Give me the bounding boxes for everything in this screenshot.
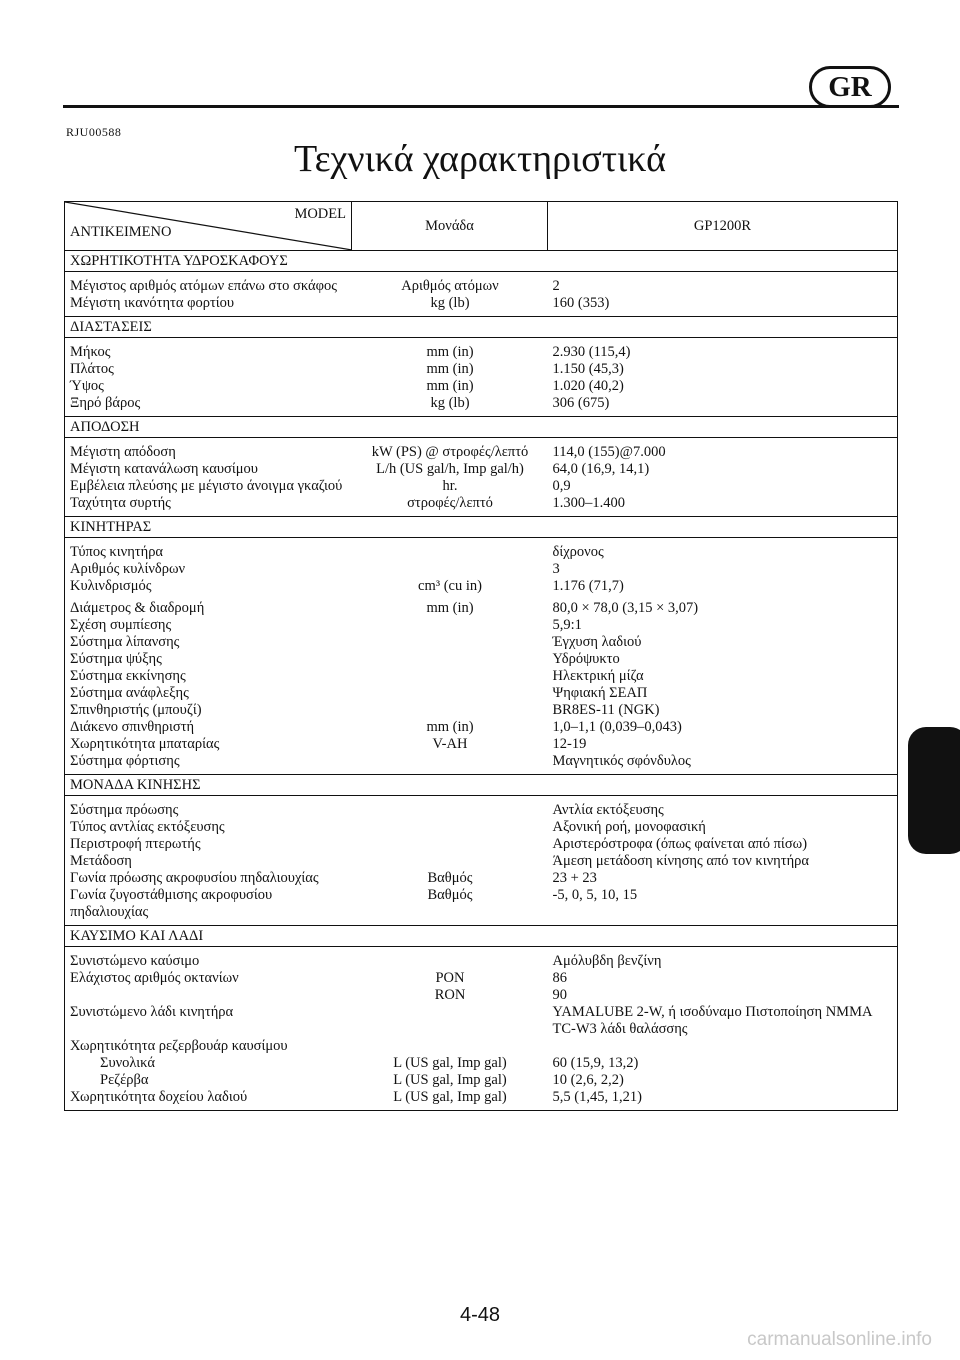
- row-item: Πλάτος: [65, 361, 352, 378]
- row-item: Αριθμός κυλίνδρων: [65, 561, 352, 578]
- table-row: [65, 796, 898, 820]
- row-unit: στροφές/λεπτό: [352, 495, 548, 517]
- row-value: Αμόλυβδη βενζίνη: [548, 947, 898, 971]
- row-value: 1.150 (45,3): [548, 361, 898, 378]
- row-unit: cm³ (cu in): [418, 578, 482, 594]
- row-value: 86 90: [548, 970, 898, 1004]
- section-header-row: [65, 317, 898, 338]
- row-value: 2: [548, 272, 898, 296]
- row-value: 1.300–1.400: [548, 495, 898, 517]
- section-title: ΔΙΑΣΤΑΣΕΙΣ: [65, 317, 898, 338]
- table-row: [65, 461, 898, 478]
- table-row: [65, 736, 898, 753]
- watermark: carmanualsonline.info: [747, 1329, 932, 1350]
- row-item: Σπινθηριστής (μπουζί): [65, 702, 352, 719]
- row-item: Σύστημα φόρτισης: [65, 753, 352, 775]
- table-row: [65, 887, 898, 926]
- row-item: Συνολικά: [65, 1055, 352, 1072]
- section-header-row: [65, 417, 898, 438]
- section-title: ΑΠΟΔΟΣΗ: [65, 417, 898, 438]
- table-row: [65, 836, 898, 853]
- row-unit: Βαθμός: [352, 887, 548, 926]
- row-value: 60 (15,9, 13,2): [548, 1055, 898, 1072]
- row-value: δίχρονος: [548, 538, 898, 562]
- table-row: [65, 719, 898, 736]
- table-row: [65, 378, 898, 395]
- page-title: Τεχνικά χαρακτηριστικά: [293, 138, 667, 180]
- table-row: [65, 600, 898, 617]
- row-unit: L (US gal, Imp gal): [352, 1089, 548, 1111]
- row-unit: Βαθμός: [427, 870, 473, 886]
- row-item: Σύστημα λίπανσης: [65, 634, 352, 651]
- row-unit: [352, 561, 548, 578]
- spec-table: [64, 201, 898, 1111]
- row-unit: L (US gal, Imp gal): [393, 1072, 507, 1088]
- row-value: -5, 0, 5, 10, 15: [548, 887, 898, 926]
- header-unit: Μονάδα: [352, 202, 548, 251]
- row-item: Σύστημα ανάφλεξης: [65, 685, 352, 702]
- row-item: Ελάχιστος αριθμός οκτανίων: [65, 970, 352, 1004]
- row-value: 23 + 23: [548, 870, 898, 887]
- row-unit: [352, 853, 548, 870]
- row-unit: mm (in): [426, 378, 474, 394]
- row-unit: [352, 617, 548, 634]
- row-value: 1,0–1,1 (0,039–0,043): [548, 719, 898, 736]
- row-unit: mm (in): [426, 600, 474, 616]
- row-unit: Αριθμός ατόμων: [401, 278, 499, 294]
- section-title: ΚΑΥΣΙΜΟ ΚΑΙ ΛΑΔΙ: [65, 926, 898, 947]
- row-unit: [352, 836, 548, 853]
- row-value: 5,5 (1,45, 1,21): [548, 1089, 898, 1111]
- table-row: [65, 702, 898, 719]
- row-unit: [352, 702, 548, 719]
- row-unit: [352, 1038, 548, 1055]
- row-value: YAMALUBE 2-W, ή ισοδύναμο Πιστοποίηση NMMA TC-W3 λάδι θαλάσσης: [548, 1004, 898, 1038]
- document-code: RJU00588: [66, 125, 122, 139]
- table-row: [65, 1004, 898, 1038]
- row-unit: [352, 1004, 548, 1038]
- row-value: 80,0 × 78,0 (3,15 × 3,07): [548, 600, 898, 617]
- section-title: ΧΩΡΗΤΙΚΟΤΗΤΑ ΥΔΡΟΣΚΑΦΟΥΣ: [65, 251, 898, 272]
- row-item: Τύπος κινητήρα: [65, 538, 352, 562]
- row-item: Γωνία πρόωσης ακροφυσίου πηδαλιουχίας: [65, 870, 352, 887]
- row-item: Σχέση συμπίεσης: [65, 617, 352, 634]
- spec-table-body: [65, 251, 898, 1111]
- row-unit: [352, 634, 548, 651]
- table-row: [65, 819, 898, 836]
- row-value: 1.020 (40,2): [548, 378, 898, 395]
- row-value: Αξονική ροή, μονοφασική: [548, 819, 898, 836]
- section-title: ΜΟΝΑΔΑ ΚΙΝΗΣΗΣ: [65, 775, 898, 796]
- table-row: [65, 947, 898, 971]
- chapter-tab: [908, 727, 960, 854]
- row-item: Συνιστώμενο λάδι κινητήρα: [65, 1004, 352, 1038]
- row-item: Χωρητικότητα δοχείου λαδιού: [65, 1089, 352, 1111]
- row-item: Περιστροφή πτερωτής: [65, 836, 352, 853]
- row-item: Μέγιστη ικανότητα φορτίου: [65, 295, 352, 317]
- row-value: 1.176 (71,7): [548, 578, 898, 600]
- row-unit: [352, 685, 548, 702]
- table-row: [65, 668, 898, 685]
- row-value: 12-19: [548, 736, 898, 753]
- row-item: Ξηρό βάρος: [65, 395, 352, 417]
- row-item: Σύστημα ψύξης: [65, 651, 352, 668]
- row-value: Άμεση μετάδοση κίνησης από τον κινητήρα: [548, 853, 898, 870]
- table-row: [65, 853, 898, 870]
- row-value: BR8ES-11 (NGK): [548, 702, 898, 719]
- page-number: 4-48: [459, 1304, 501, 1326]
- row-item: Μετάδοση: [65, 853, 352, 870]
- row-item: Χωρητικότητα ρεζερβουάρ καυσίμου: [65, 1038, 352, 1055]
- section-title: ΚΙΝΗΤΗΡΑΣ: [65, 517, 898, 538]
- row-value: Υδρόψυκτο: [548, 651, 898, 668]
- row-unit: PON RON: [434, 970, 466, 1003]
- row-unit: mm (in): [426, 361, 474, 377]
- row-item: Εμβέλεια πλεύσης με μέγιστο άνοιγμα γκαζιού: [65, 478, 352, 495]
- row-item: Διάκενο σπινθηριστή: [65, 719, 352, 736]
- row-unit: kg (lb): [352, 395, 548, 417]
- row-item: Σύστημα πρόωσης: [65, 796, 352, 820]
- row-value: 0,9: [548, 478, 898, 495]
- row-value: 10 (2,6, 2,2): [548, 1072, 898, 1089]
- table-row: [65, 338, 898, 362]
- header-rule: [63, 105, 899, 108]
- row-value: 306 (675): [548, 395, 898, 417]
- row-item: Κυλινδρισμός: [65, 578, 352, 600]
- table-row: [65, 272, 898, 296]
- header-diagonal-cell: [65, 202, 352, 251]
- row-item: Μέγιστη κατανάλωση καυσίμου: [65, 461, 352, 478]
- row-item: Ύψος: [65, 378, 352, 395]
- table-row: [65, 495, 898, 517]
- row-value: 160 (353): [548, 295, 898, 317]
- table-row: [65, 478, 898, 495]
- table-row: [65, 361, 898, 378]
- table-row: [65, 870, 898, 887]
- table-row: [65, 1055, 898, 1072]
- table-row: [65, 578, 898, 600]
- row-unit: [352, 796, 548, 820]
- row-unit: kg (lb): [352, 295, 548, 317]
- language-badge: GR: [809, 66, 891, 108]
- row-item: Ρεζέρβα: [65, 1072, 352, 1089]
- section-header-row: [65, 517, 898, 538]
- row-unit: [352, 753, 548, 775]
- table-row: [65, 1038, 898, 1055]
- row-unit: [352, 538, 548, 562]
- row-unit: L/h (US gal/h, Imp gal/h): [376, 461, 524, 477]
- row-unit: [352, 947, 548, 971]
- table-row: [65, 634, 898, 651]
- table-row: [65, 651, 898, 668]
- row-unit: [352, 819, 548, 836]
- row-value: 64,0 (16,9, 14,1): [548, 461, 898, 478]
- header-model-label: MODEL: [294, 206, 346, 222]
- table-row: [65, 561, 898, 578]
- row-item: Μήκος: [65, 338, 352, 362]
- row-unit: [352, 651, 548, 668]
- table-row: [65, 617, 898, 634]
- row-item: Τύπος αντλίας εκτόξευσης: [65, 819, 352, 836]
- table-row: [65, 1089, 898, 1111]
- table-row: [65, 438, 898, 462]
- row-value: 114,0 (155)@7.000: [548, 438, 898, 462]
- row-value: Έγχυση λαδιού: [548, 634, 898, 651]
- table-header-row: [65, 202, 898, 251]
- row-value: Μαγνητικός σφόνδυλος: [548, 753, 898, 775]
- row-item: Γωνία ζυγοστάθμισης ακροφυσίου πηδαλιουχίας: [65, 887, 352, 926]
- row-value: 5,9:1: [548, 617, 898, 634]
- row-item: Συνιστώμενο καύσιμο: [65, 947, 352, 971]
- row-value: Ηλεκτρική μίζα: [548, 668, 898, 685]
- row-item: Μέγιστη απόδοση: [65, 438, 352, 462]
- section-header-row: [65, 926, 898, 947]
- table-row: [65, 395, 898, 417]
- row-unit: [352, 668, 548, 685]
- table-row: [65, 295, 898, 317]
- row-value: [548, 1038, 898, 1055]
- row-unit: hr.: [442, 478, 458, 494]
- row-value: 3: [548, 561, 898, 578]
- row-unit: mm (in): [426, 719, 474, 735]
- table-row: [65, 1072, 898, 1089]
- row-value: Ψηφιακή ΣΕΑΠ: [548, 685, 898, 702]
- row-item: Σύστημα εκκίνησης: [65, 668, 352, 685]
- table-row: [65, 538, 898, 562]
- row-item: Ταχύτητα συρτής: [65, 495, 352, 517]
- row-unit: kW (PS) @ στροφές/λεπτό: [371, 444, 529, 460]
- row-item: Διάμετρος & διαδρομή: [65, 600, 352, 617]
- table-row: [65, 970, 898, 1004]
- row-item: Μέγιστος αριθμός ατόμων επάνω στο σκάφος: [65, 272, 352, 296]
- section-header-row: [65, 251, 898, 272]
- row-item: Χωρητικότητα μπαταρίας: [65, 736, 352, 753]
- row-unit: mm (in): [426, 344, 474, 360]
- table-row: [65, 753, 898, 775]
- row-value: Αριστερόστροφα (όπως φαίνεται από πίσω): [548, 836, 898, 853]
- header-product: GP1200R: [548, 202, 898, 251]
- table-row: [65, 685, 898, 702]
- section-header-row: [65, 775, 898, 796]
- row-unit: L (US gal, Imp gal): [393, 1055, 507, 1071]
- row-value: Αντλία εκτόξευσης: [548, 796, 898, 820]
- header-item-label: ΑΝΤΙΚΕΙΜΕΝΟ: [70, 224, 172, 240]
- row-unit: V-AH: [432, 736, 468, 752]
- row-value: 2.930 (115,4): [548, 338, 898, 362]
